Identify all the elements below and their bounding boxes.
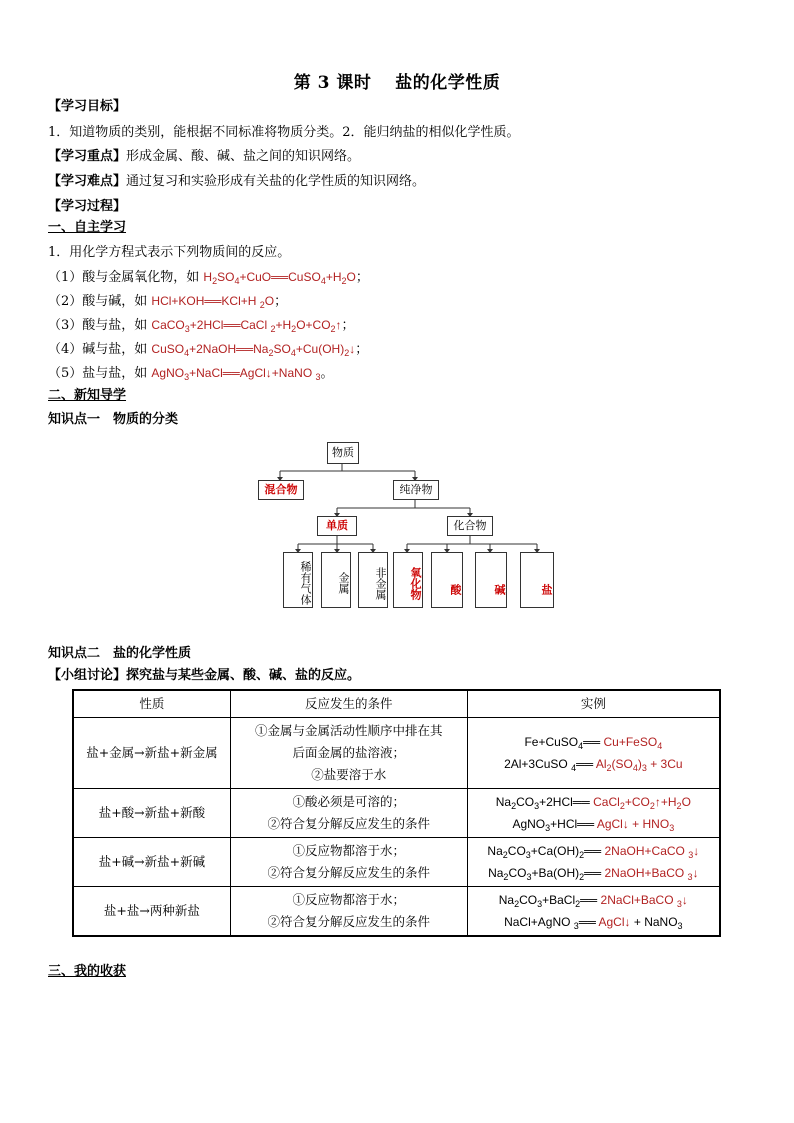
example-equation: 2Al+3CuSO $_4$══ $Al_2(SO_4)_3 + 3Cu$ [504, 757, 683, 773]
diff-heading: 【学习难点】 [48, 174, 127, 189]
example-equation: $Na_2CO_3+2HCl══$ $CaCl_2+CO_2↑+H_2O$ [495, 795, 691, 811]
node-mixture: 混合物 [258, 480, 304, 500]
key-heading: 【学习重点】 [48, 149, 127, 164]
condition-line: ①反应物都溶于水； [292, 843, 405, 858]
reaction-5: （5）盐与盐，如 AgNO$_3$+NaCl══AgCl↓+NaNO $_3$。 [48, 366, 334, 382]
table-row [73, 838, 720, 887]
example-equation: $Na_2CO_3+Ba(OH)_2══$ 2NaOH+BaCO $_3$↓ [488, 866, 699, 882]
node-rare-gas: 稀有气体 [283, 552, 313, 608]
section-self-study: 一、自主学习 [48, 220, 127, 235]
discussion-text: 探究盐与某些金属、酸、碱、盐的反应。 [126, 668, 361, 683]
node-nonmetal: 非金属 [358, 552, 388, 608]
reaction-2-label: （2）酸与碱，如 [48, 294, 152, 309]
diff-text: 通过复习和实验形成有关盐的化学性质的知识网络。 [126, 174, 426, 189]
header-property: 性质 [73, 690, 230, 718]
node-salt: 盐 [520, 552, 554, 608]
node-metal: 金属 [321, 552, 351, 608]
goal-heading: 【学习目标】 [48, 99, 127, 114]
row-example [467, 718, 720, 789]
row-example [467, 838, 720, 887]
reaction-1-equation: $H_2SO_4+CuO══CuSO_4+H_2O$ [203, 270, 356, 286]
reaction-1: （1）酸与金属氧化物，如 $H_2SO_4+CuO══CuSO_4+H_2O$； [48, 270, 369, 286]
row-example [467, 789, 720, 838]
table-row [73, 789, 720, 838]
condition-line: ①酸必须是可溶的； [292, 794, 405, 809]
question-1: 1．用化学方程式表示下列物质间的反应。 [48, 245, 291, 260]
row-example [467, 887, 720, 937]
condition-line: ②符合复分解反应发生的条件 [267, 816, 430, 831]
node-substance: 物质 [327, 442, 359, 464]
section-new-knowledge: 二、新知导学 [48, 388, 127, 403]
row-condition [230, 887, 467, 937]
reaction-3: （3）酸与盐，如 CaCO$_3$+2HCl══CaCl $_2+H_2O+CO_2↑$； [48, 318, 355, 334]
header-example: 实例 [467, 690, 720, 718]
key-line [48, 148, 360, 166]
condition-line: ②符合复分解反应发生的条件 [267, 914, 430, 929]
classification-diagram [255, 440, 555, 620]
example-equation: AgNO$_3$+HCl══ AgCl↓ + $HNO_3$ [512, 817, 675, 833]
salt-properties-table [72, 689, 721, 937]
reaction-4-label: （4）碱与盐，如 [48, 342, 152, 357]
group-discussion [48, 667, 360, 685]
node-compound: 化合物 [447, 516, 493, 536]
condition-line: ②符合复分解反应发生的条件 [267, 865, 430, 880]
reaction-1-label: （1）酸与金属氧化物，如 [48, 270, 204, 285]
reaction-3-label: （3）酸与盐，如 [48, 318, 152, 333]
row-property: 盐+酸→新盐+新酸 [73, 789, 230, 838]
reaction-4-equation: $CuSO_4+2NaOH══Na_2SO_4+Cu(OH)_2↓$ [151, 342, 356, 358]
knowledge-point-2: 知识点二 盐的化学性质 [48, 646, 192, 661]
example-equation: $Na_2CO_3+BaCl_2══$ 2NaCl+BaCO $_3$↓ [498, 893, 688, 909]
row-property: 盐+碱→新盐+新碱 [73, 838, 230, 887]
condition-line: ①金属与金属活动性顺序中排在其 [254, 723, 443, 738]
node-acid: 酸 [431, 552, 463, 608]
node-oxide: 氧化物 [393, 552, 423, 608]
row-condition [230, 838, 467, 887]
node-pure-substance: 纯净物 [393, 480, 439, 500]
section-my-gains: 三、我的收获 [48, 964, 127, 979]
row-property: 盐+金属→新盐+新金属 [73, 718, 230, 789]
node-base: 碱 [475, 552, 507, 608]
table-row [73, 718, 720, 789]
row-condition [230, 789, 467, 838]
header-condition: 反应发生的条件 [230, 690, 467, 718]
table-header-row [73, 690, 720, 718]
goal-text: 1．知道物质的类别，能根据不同标准将物质分类。2．能归纳盐的相似化学性质。 [48, 125, 520, 140]
reaction-5-label: （5）盐与盐，如 [48, 366, 152, 381]
reaction-5-equation: AgNO$_3$+NaCl══AgCl↓+NaNO $_3$ [151, 366, 321, 382]
example-equation: Fe+CuSO$_4$══ Cu+FeSO$_4$ [524, 735, 663, 751]
row-property: 盐+盐→两种新盐 [73, 887, 230, 937]
condition-line: 后面金属的盐溶液； [292, 745, 405, 760]
reaction-4: （4）碱与盐，如 $CuSO_4+2NaOH══Na_2SO_4+Cu(OH)_2↓$； [48, 342, 369, 358]
table-row [73, 887, 720, 937]
reaction-2: （2）酸与碱，如 HCl+KOH══KCl+H $_2$O； [48, 294, 288, 310]
page-title: 第 3 课时 盐的化学性质 [293, 73, 501, 93]
process-heading: 【学习过程】 [48, 199, 127, 214]
diff-line [48, 173, 425, 191]
node-element: 单质 [317, 516, 357, 536]
condition-line: ②盐要溶于水 [311, 767, 387, 782]
key-text: 形成金属、酸、碱、盐之间的知识网络。 [126, 149, 361, 164]
reaction-3-equation: CaCO$_3$+2HCl══CaCl $_2+H_2O+CO_2↑$ [151, 318, 342, 334]
row-condition [230, 718, 467, 789]
knowledge-point-1: 知识点一 物质的分类 [48, 412, 179, 427]
example-equation: $Na_2CO_3+Ca(OH)_2══$ 2NaOH+CaCO $_3$↓ [487, 844, 700, 860]
example-equation: NaCl+AgNO $_3$══ AgCl↓ + NaNO$_3$ [504, 915, 683, 931]
discussion-prefix: 【小组讨论】 [48, 668, 127, 683]
reaction-2-equation: HCl+KOH══KCl+H $_2$O [151, 294, 275, 310]
condition-line: ①反应物都溶于水； [292, 892, 405, 907]
